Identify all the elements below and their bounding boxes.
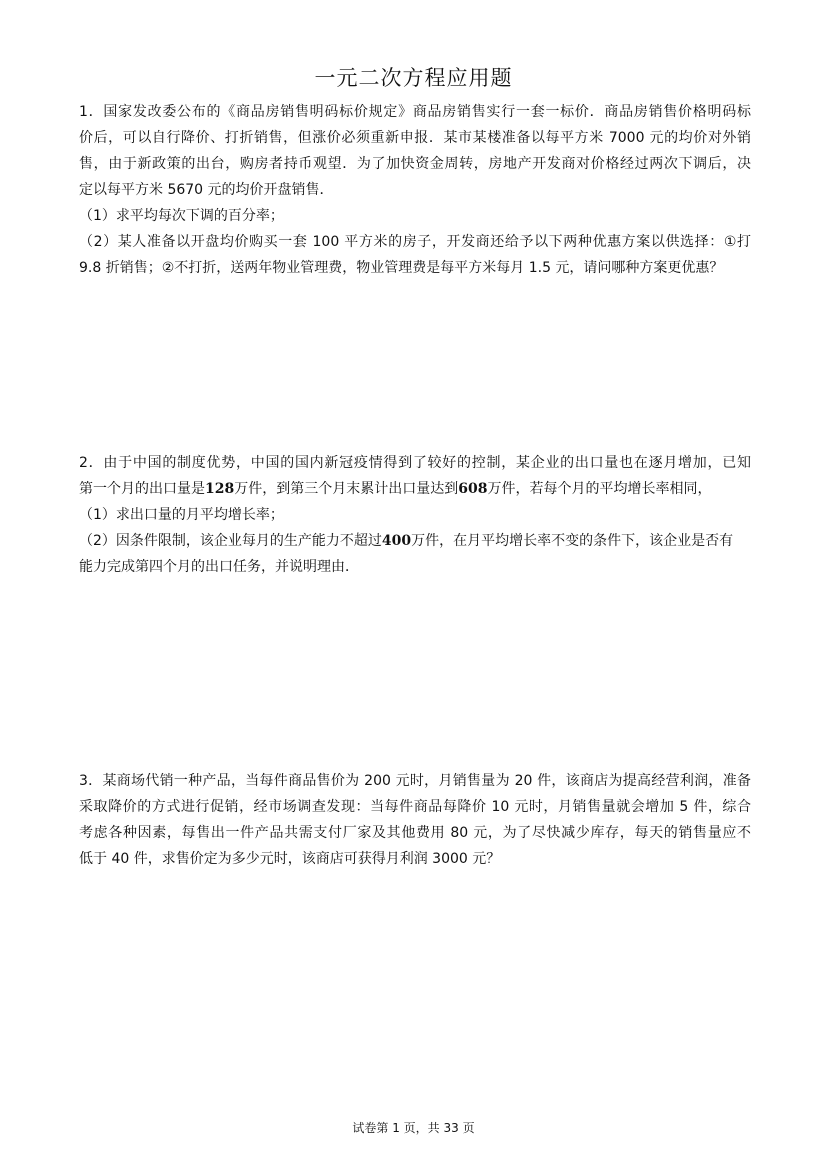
problem-2-capacity: 400: [381, 533, 412, 549]
problem-1-question-2-line-2: 9.8 折销售；②不打折，送两年物业管理费，物业管理费是每平方米每月 1.5 元，请问哪种方案更优惠？: [79, 260, 724, 276]
problem-2-cumulative-export: 608: [458, 481, 488, 497]
page-title: 一元二次方程应用题: [314, 66, 513, 90]
problem-2-line-2: [79, 476, 751, 502]
problem-1-question-2-line-1: （2）某人准备以开盘均价购买一套 100 平方米的房子，开发商还给予以下两种优惠方案以供选择：①打: [79, 234, 751, 250]
problem-2: [79, 450, 751, 580]
problem-1: [79, 99, 751, 281]
problem-3-line-3: 考虑各种因素，每售出一件产品共需支付厂家及其他费用 80 元，为了尽快减少库存，每天的销售量应不: [79, 825, 751, 841]
problem-3-line-1: 3．某商场代销一种产品，当每件商品售价为 200 元时，月销售量为 20 件，该商店为提高经营利润，准备: [79, 773, 751, 789]
problem-2-first-month-export: 128: [205, 481, 235, 497]
problem-2-question-1: （1）求出口量的月平均增长率；: [79, 507, 284, 523]
page-footer: 试卷第 1 页，共 33 页: [352, 1121, 475, 1135]
problem-3: [79, 768, 751, 872]
problem-3-line-4: 低于 40 件，求售价定为多少元时，该商店可获得月利润 3000 元？: [79, 851, 501, 867]
problem-2-line-2-text-c: 万件，若每个月的平均增长率相同，: [487, 481, 712, 497]
problem-2-question-2-text-a: （2）因条件限制，该企业每月的生产能力不超过: [79, 533, 382, 549]
problem-1-line-4: 定以每平方米 5670 元的均价开盘销售．: [79, 182, 334, 198]
problem-1-question-1: （1）求平均每次下调的百分率；: [79, 208, 284, 224]
problem-1-line-3: 售，由于新政策的出台，购房者持币观望．为了加快资金周转，房地产开发商对价格经过两次下调后，决: [79, 156, 751, 172]
problem-2-question-2-line-1: [79, 528, 751, 554]
problem-1-line-1: 1．国家发改委公布的《商品房销售明码标价规定》商品房销售实行一套一标价．商品房销售价格明码标: [79, 104, 751, 120]
problem-2-question-2-line-2: 能力完成第四个月的出口任务，并说明理由．: [79, 559, 359, 575]
problem-1-line-2: 价后，可以自行降价、打折销售，但涨价必须重新申报．某市某楼准备以每平方米 7000 元的均价对外销: [79, 130, 751, 146]
problem-2-line-2-text-a: 第一个月的出口量是: [79, 481, 205, 497]
problem-2-question-2-text-b: 万件，在月平均增长率不变的条件下，该企业是否有: [411, 533, 734, 549]
problem-3-line-2: 采取降价的方式进行促销，经市场调查发现：当每件商品每降价 10 元时，月销售量就会增加 5 件，综合: [79, 799, 751, 815]
problem-2-line-2-text-b: 万件，到第三个月末累计出口量达到: [234, 481, 459, 497]
problem-2-line-1: 2．由于中国的制度优势，中国的国内新冠疫情得到了较好的控制，某企业的出口量也在逐月增加，已知: [79, 455, 751, 471]
